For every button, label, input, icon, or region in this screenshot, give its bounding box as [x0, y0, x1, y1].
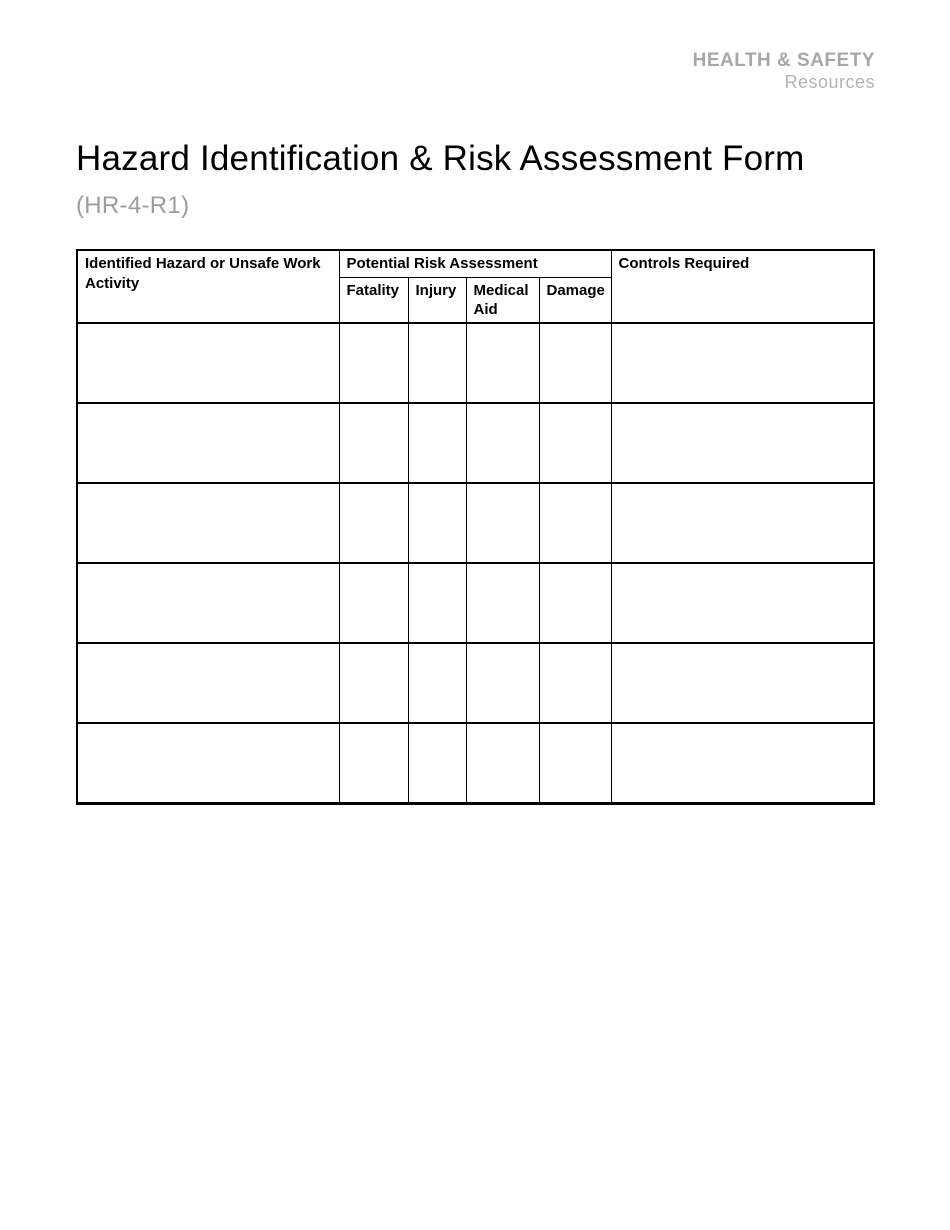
injury-cell[interactable] — [408, 483, 466, 563]
table-row — [77, 563, 874, 643]
controls-cell[interactable] — [611, 643, 874, 723]
column-header-controls: Controls Required — [611, 250, 874, 323]
damage-cell[interactable] — [539, 483, 611, 563]
column-header-medical-aid: Medical Aid — [466, 277, 539, 323]
fatality-cell[interactable] — [339, 323, 408, 403]
medical-aid-cell[interactable] — [466, 483, 539, 563]
controls-cell[interactable] — [611, 483, 874, 563]
medical-aid-cell[interactable] — [466, 403, 539, 483]
injury-cell[interactable] — [408, 723, 466, 803]
risk-assessment-table — [76, 249, 875, 805]
injury-cell[interactable] — [408, 403, 466, 483]
fatality-cell[interactable] — [339, 563, 408, 643]
table-row — [77, 723, 874, 803]
controls-cell[interactable] — [611, 723, 874, 803]
table-row — [77, 483, 874, 563]
medical-aid-cell[interactable] — [466, 723, 539, 803]
table-body — [77, 323, 874, 803]
damage-cell[interactable] — [539, 723, 611, 803]
column-header-hazard: Identified Hazard or Unsafe Work Activity — [77, 250, 339, 323]
controls-cell[interactable] — [611, 323, 874, 403]
table-row — [77, 643, 874, 723]
hazard-cell[interactable] — [77, 483, 339, 563]
fatality-cell[interactable] — [339, 403, 408, 483]
table-header — [77, 250, 874, 323]
medical-aid-cell[interactable] — [466, 643, 539, 723]
injury-cell[interactable] — [408, 643, 466, 723]
hazard-cell[interactable] — [77, 563, 339, 643]
damage-cell[interactable] — [539, 403, 611, 483]
brand-name: HEALTH & SAFETY — [692, 50, 875, 71]
hazard-cell[interactable] — [77, 723, 339, 803]
medical-aid-cell[interactable] — [466, 563, 539, 643]
hazard-cell[interactable] — [77, 323, 339, 403]
table-row — [77, 323, 874, 403]
medical-aid-cell[interactable] — [466, 323, 539, 403]
hazard-cell[interactable] — [77, 403, 339, 483]
injury-cell[interactable] — [408, 563, 466, 643]
damage-cell[interactable] — [539, 643, 611, 723]
column-header-injury: Injury — [408, 277, 466, 323]
damage-cell[interactable] — [539, 563, 611, 643]
damage-cell[interactable] — [539, 323, 611, 403]
form-code: (HR-4-R1) — [76, 192, 190, 220]
controls-cell[interactable] — [611, 563, 874, 643]
column-header-damage: Damage — [539, 277, 611, 323]
controls-cell[interactable] — [611, 403, 874, 483]
fatality-cell[interactable] — [339, 483, 408, 563]
page-title: Hazard Identification & Risk Assessment Form — [76, 138, 805, 178]
fatality-cell[interactable] — [339, 723, 408, 803]
fatality-cell[interactable] — [339, 643, 408, 723]
injury-cell[interactable] — [408, 323, 466, 403]
hazard-cell[interactable] — [77, 643, 339, 723]
column-header-risk-group: Potential Risk Assessment — [339, 250, 611, 277]
column-header-fatality: Fatality — [339, 277, 408, 323]
brand-tagline: Resources — [784, 71, 875, 92]
table-row — [77, 403, 874, 483]
brand-logo — [76, 0, 875, 93]
